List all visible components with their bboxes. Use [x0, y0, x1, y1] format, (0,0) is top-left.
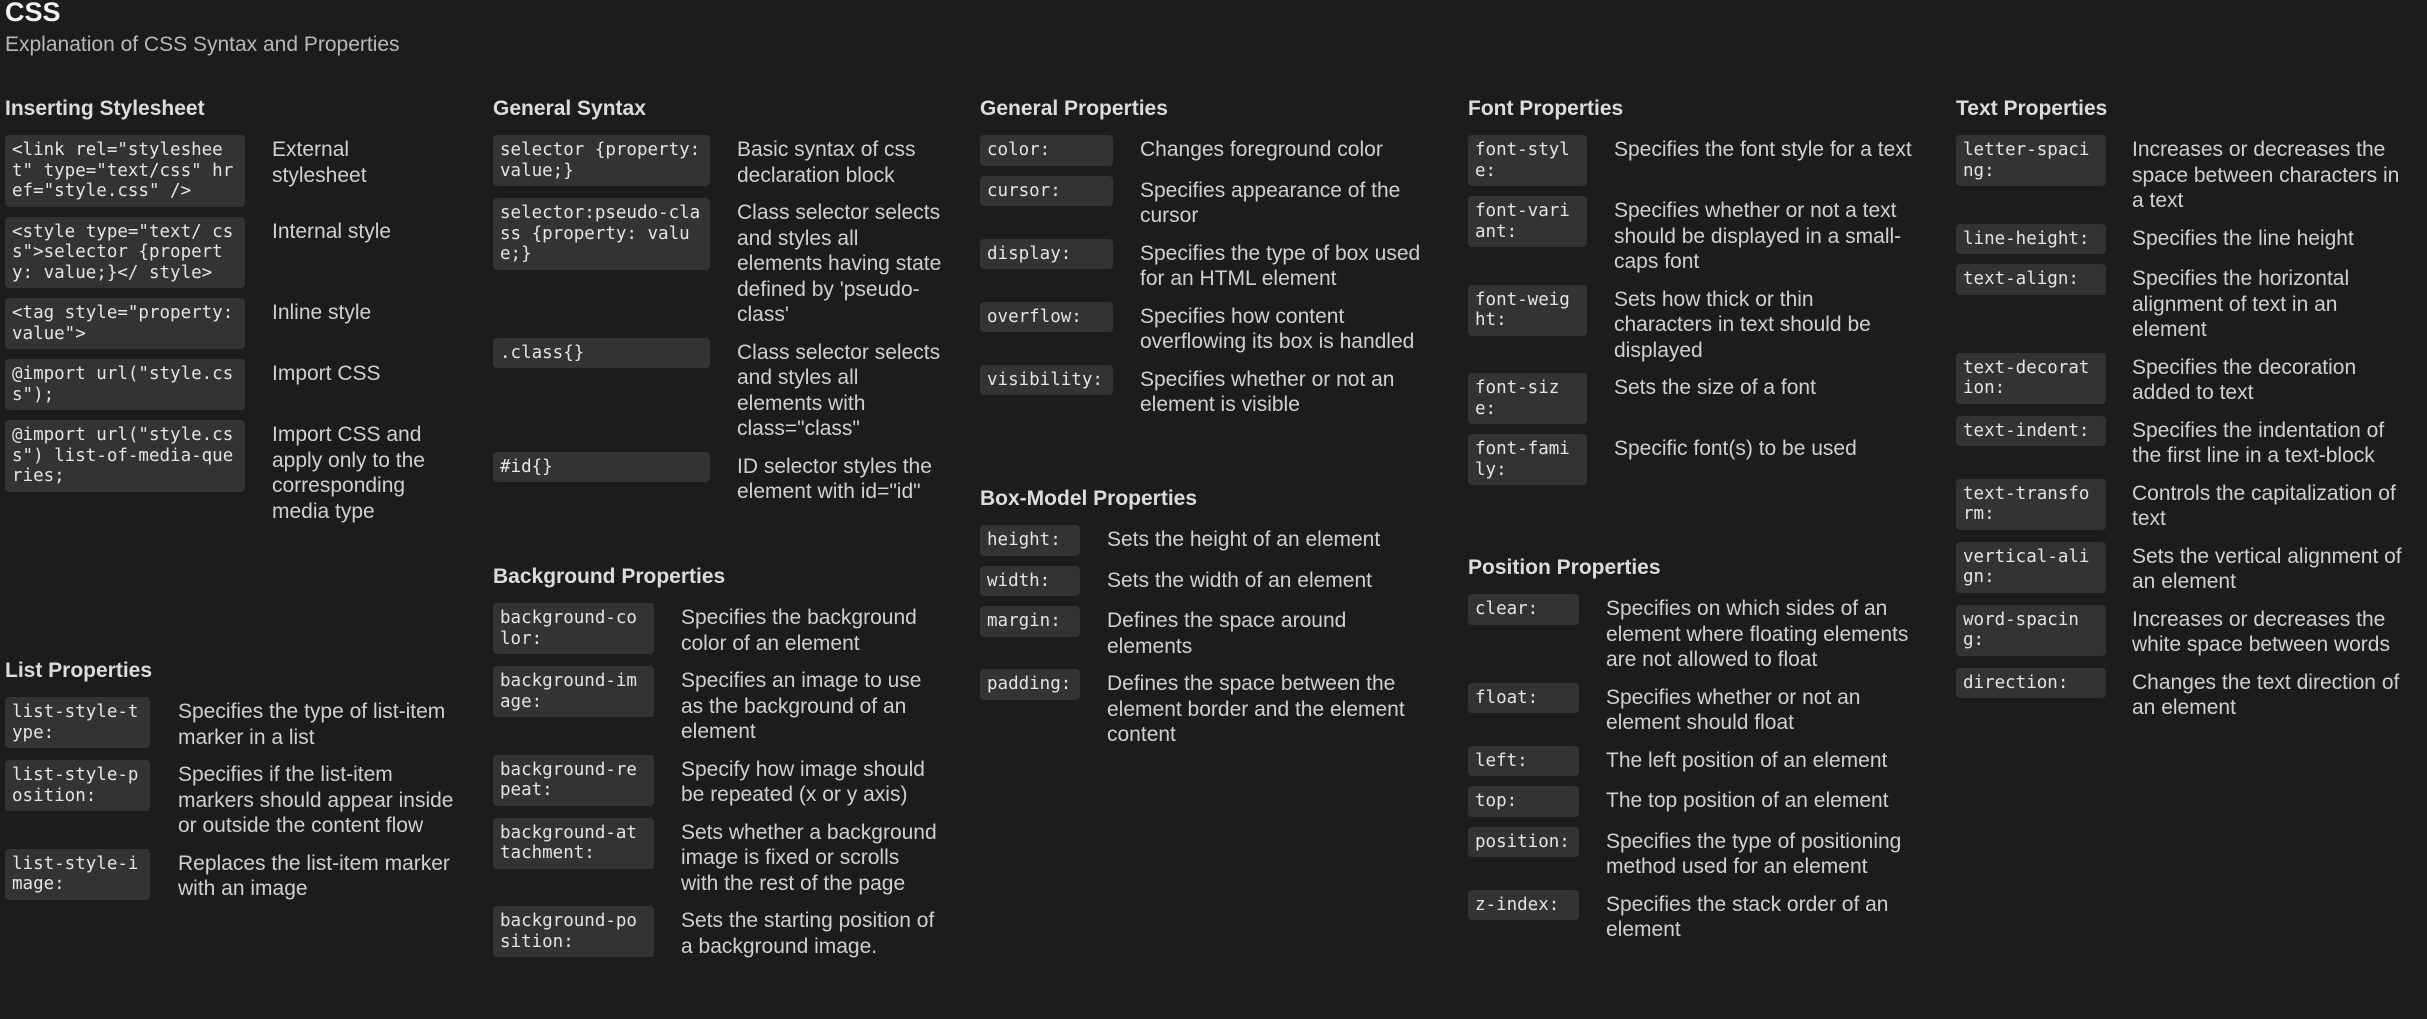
code-snippet: letter-spacing: [1956, 135, 2106, 186]
property-row [1956, 264, 2416, 343]
code-snippet: top: [1468, 786, 1579, 817]
general-properties-section [980, 96, 1440, 428]
property-row [5, 849, 475, 902]
property-row [980, 606, 1440, 659]
general-syntax-section [493, 96, 953, 515]
code-cell [980, 302, 1113, 333]
page-title: CSS [5, 0, 61, 27]
box-model-properties-section [980, 486, 1440, 758]
description: Specifies the font style for a text [1614, 138, 1912, 161]
code-snippet: visibility: [980, 365, 1113, 396]
description: Specifies the horizontal alignment of text in an element [2132, 267, 2350, 341]
code-snippet: font-weight: [1468, 285, 1587, 336]
description: Defines the space around elements [1107, 609, 1347, 658]
code-cell [1956, 668, 2106, 699]
code-cell [493, 603, 654, 654]
code-snippet: width: [980, 566, 1080, 597]
description: Basic syntax of css declaration block [737, 138, 916, 187]
code-snippet: @import url("style.css"); [5, 359, 245, 410]
code-cell [493, 452, 710, 483]
code-cell [1956, 542, 2106, 593]
code-cell [1468, 285, 1587, 336]
code-snippet: line-height: [1956, 224, 2106, 255]
code-cell [1468, 890, 1579, 921]
code-cell [5, 697, 150, 748]
property-row [5, 359, 475, 410]
section-title: Font Properties [1468, 97, 1624, 120]
description: Sets how thick or thin characters in text should be displayed [1614, 287, 1871, 362]
code-snippet: font-size: [1468, 373, 1587, 424]
code-cell [1468, 746, 1579, 777]
description: Specifies the decoration added to text [2132, 355, 2357, 404]
code-snippet: font-variant: [1468, 196, 1587, 247]
background-properties-section [493, 564, 953, 969]
property-row [980, 365, 1440, 418]
property-row [493, 818, 953, 897]
code-snippet: background-image: [493, 666, 654, 717]
code-cell [1956, 479, 2106, 530]
property-row [493, 338, 953, 442]
code-snippet: position: [1468, 827, 1579, 858]
description: Sets the width of an element [1107, 568, 1372, 592]
section-title: Inserting Stylesheet [5, 97, 205, 120]
property-row [5, 135, 475, 207]
code-cell [493, 755, 654, 806]
description: Controls the capitalization of text [2132, 481, 2396, 530]
page-subtitle: Explanation of CSS Syntax and Properties [5, 33, 400, 56]
code-snippet: text-indent: [1956, 416, 2106, 447]
section-rows [5, 135, 475, 524]
code-cell [1956, 353, 2106, 404]
description: External stylesheet [272, 138, 367, 187]
code-cell [5, 298, 245, 349]
code-snippet: z-index: [1468, 890, 1579, 921]
property-row [1468, 434, 1928, 485]
property-row [1468, 373, 1928, 424]
code-cell [5, 420, 245, 492]
code-cell [1956, 135, 2106, 186]
code-cell [1468, 683, 1579, 714]
description: Specifies the line height [2132, 226, 2354, 250]
description: The left position of an element [1606, 748, 1888, 772]
property-row [493, 666, 953, 745]
description: Specifies if the list-item markers should appear inside or outside the content flow [178, 763, 454, 837]
code-snippet: text-transform: [1956, 479, 2106, 530]
section-rows [493, 135, 953, 505]
section-rows [980, 525, 1440, 748]
code-snippet: font-style: [1468, 135, 1587, 186]
description: Specifies how content overflowing its box is handled [1140, 304, 1415, 353]
font-properties-section [1468, 96, 1928, 495]
property-row [493, 198, 953, 328]
property-row [1956, 224, 2416, 255]
description: Changes foreground color [1140, 138, 1383, 161]
description: Specifies the background color of an element [681, 606, 917, 655]
description: Class selector selects and styles all elements having state defined by 'pseudo-class' [737, 201, 942, 326]
code-cell [1468, 827, 1579, 858]
text-properties-section [1956, 96, 2416, 731]
code-cell [980, 365, 1113, 396]
description: Class selector selects and styles all elements with class="class" [737, 340, 941, 440]
code-cell [980, 566, 1080, 597]
code-cell [980, 176, 1113, 207]
description: Sets the vertical alignment of an element [2132, 544, 2402, 593]
section-title: Background Properties [493, 565, 726, 588]
code-snippet: list-style-type: [5, 697, 150, 748]
property-row [980, 302, 1440, 355]
code-snippet: background-color: [493, 603, 654, 654]
property-row [980, 176, 1440, 229]
code-cell [1468, 196, 1587, 247]
property-row [493, 603, 953, 656]
code-cell [980, 239, 1113, 270]
code-cell [980, 525, 1080, 556]
code-cell [1468, 135, 1587, 186]
description: Sets the height of an element [1107, 528, 1381, 551]
property-row [1956, 416, 2416, 469]
description: Specifies the indentation of the first line in a text-block [2132, 418, 2385, 467]
property-row [1468, 827, 1928, 880]
position-properties-section [1468, 555, 1928, 953]
section-title: Box-Model Properties [980, 487, 1198, 510]
property-row [1468, 683, 1928, 736]
property-row [1956, 479, 2416, 532]
description: Changes the text direction of an element [2132, 670, 2400, 719]
description: Specify how image should be repeated (x or y axis) [681, 757, 925, 806]
code-cell [5, 135, 245, 207]
description: Specifies whether or not an element is visible [1140, 367, 1395, 416]
code-cell [1468, 786, 1579, 817]
code-snippet: cursor: [980, 176, 1113, 207]
property-row [493, 135, 953, 188]
code-snippet: list-style-position: [5, 760, 150, 811]
property-row [1468, 594, 1928, 673]
code-snippet: selector {property: value;} [493, 135, 710, 186]
code-snippet: overflow: [980, 302, 1113, 333]
description: Defines the space between the element border and the element content [1107, 672, 1405, 746]
property-row [5, 298, 475, 349]
property-row [493, 755, 953, 808]
code-snippet: left: [1468, 746, 1579, 777]
code-cell [5, 849, 150, 900]
code-snippet: font-family: [1468, 434, 1587, 485]
property-row [1468, 285, 1928, 364]
code-cell [493, 666, 654, 717]
code-cell [493, 818, 654, 869]
property-row [1956, 353, 2416, 406]
property-row [493, 452, 953, 505]
property-row [1468, 786, 1928, 817]
code-snippet: display: [980, 239, 1113, 270]
description: Inline style [272, 301, 372, 324]
section-rows [1468, 135, 1928, 485]
property-row [980, 525, 1440, 556]
description: Increases or decreases the space between characters in a text [2132, 138, 2400, 212]
code-cell [493, 198, 710, 270]
property-row [980, 239, 1440, 292]
property-row [980, 135, 1440, 166]
description: Import CSS and apply only to the corresponding media type [272, 423, 425, 523]
description: Specifies an image to use as the background of an element [681, 669, 922, 743]
property-row [1956, 668, 2416, 721]
code-snippet: color: [980, 135, 1113, 166]
code-snippet: <style type="text/ css">selector {property: value;}</ style> [5, 217, 245, 289]
code-snippet: background-repeat: [493, 755, 654, 806]
section-rows [980, 135, 1440, 418]
property-row [1956, 135, 2416, 214]
description: Specifies the type of box used for an HTML element [1140, 241, 1421, 290]
code-cell [980, 669, 1080, 700]
section-rows [1956, 135, 2416, 721]
section-title: Text Properties [1956, 97, 2108, 120]
description: Internal style [272, 219, 392, 243]
list-properties-section [5, 658, 475, 912]
description: Specifies appearance of the cursor [1140, 178, 1401, 227]
code-cell [1468, 434, 1587, 485]
section-title: General Syntax [493, 97, 646, 120]
description: Increases or decreases the white space between words [2132, 607, 2390, 656]
code-snippet: #id{} [493, 452, 710, 483]
description: Specifies the stack order of an element [1606, 892, 1889, 941]
description: Sets whether a background image is fixed or scrolls with the rest of the page [681, 820, 937, 895]
code-cell [493, 338, 710, 369]
description: ID selector styles the element with id="id" [737, 454, 932, 503]
section-title: General Properties [980, 97, 1168, 120]
code-cell [1956, 416, 2106, 447]
code-snippet: clear: [1468, 594, 1579, 625]
section-rows [5, 697, 475, 902]
code-snippet: background-attachment: [493, 818, 654, 869]
property-row [5, 217, 475, 289]
code-cell [5, 359, 245, 410]
code-snippet: height: [980, 525, 1080, 556]
description: Specifies on which sides of an element where floating elements are not allowed to float [1606, 597, 1909, 671]
code-cell [1468, 373, 1587, 424]
code-snippet: direction: [1956, 668, 2106, 699]
code-cell [1468, 594, 1579, 625]
code-cell [5, 217, 245, 289]
code-snippet: list-style-image: [5, 849, 150, 900]
code-snippet: @import url("style.css") list-of-media-queries; [5, 420, 245, 492]
code-snippet: text-align: [1956, 264, 2106, 295]
description: Replaces the list-item marker with an image [178, 851, 450, 900]
property-row [1956, 542, 2416, 595]
code-snippet: <tag style="property: value"> [5, 298, 245, 349]
property-row [1468, 196, 1928, 275]
code-snippet: <link rel="stylesheet" type="text/css" href="style.css" /> [5, 135, 245, 207]
section-rows [493, 603, 953, 959]
description: Import CSS [272, 362, 381, 385]
property-row [1468, 890, 1928, 943]
code-cell [980, 606, 1080, 637]
code-cell [1956, 224, 2106, 255]
code-snippet: .class{} [493, 338, 710, 369]
section-title: Position Properties [1468, 556, 1661, 579]
description: Sets the size of a font [1614, 376, 1816, 399]
property-row [1956, 605, 2416, 658]
section-rows [1468, 594, 1928, 943]
code-snippet: selector:pseudo-class {property: value;} [493, 198, 710, 270]
description: The top position of an element [1606, 789, 1889, 812]
code-snippet: text-decoration: [1956, 353, 2106, 404]
property-row [5, 697, 475, 750]
code-snippet: padding: [980, 669, 1080, 700]
property-row [1468, 746, 1928, 777]
code-cell [493, 906, 654, 957]
description: Specifies the type of positioning method used for an element [1606, 829, 1902, 878]
code-cell [493, 135, 710, 186]
code-snippet: word-spacing: [1956, 605, 2106, 656]
section-title: List Properties [5, 659, 153, 682]
property-row [5, 760, 475, 839]
code-snippet: float: [1468, 683, 1579, 714]
code-cell [1956, 264, 2106, 295]
code-snippet: margin: [980, 606, 1080, 637]
code-cell [980, 135, 1113, 166]
description: Specifies the type of list-item marker in a list [178, 700, 446, 749]
property-row [980, 669, 1440, 748]
description: Specific font(s) to be used [1614, 437, 1857, 460]
inserting-stylesheet-section [5, 96, 475, 534]
code-snippet: background-position: [493, 906, 654, 957]
description: Sets the starting position of a background image. [681, 909, 935, 958]
property-row [1468, 135, 1928, 186]
code-cell [1956, 605, 2106, 656]
description: Specifies whether or not an element should float [1606, 685, 1861, 734]
description: Specifies whether or not a text should be displayed in a small-caps font [1614, 199, 1902, 273]
code-cell [5, 760, 150, 811]
property-row [980, 566, 1440, 597]
code-snippet: vertical-align: [1956, 542, 2106, 593]
property-row [5, 420, 475, 524]
property-row [493, 906, 953, 959]
